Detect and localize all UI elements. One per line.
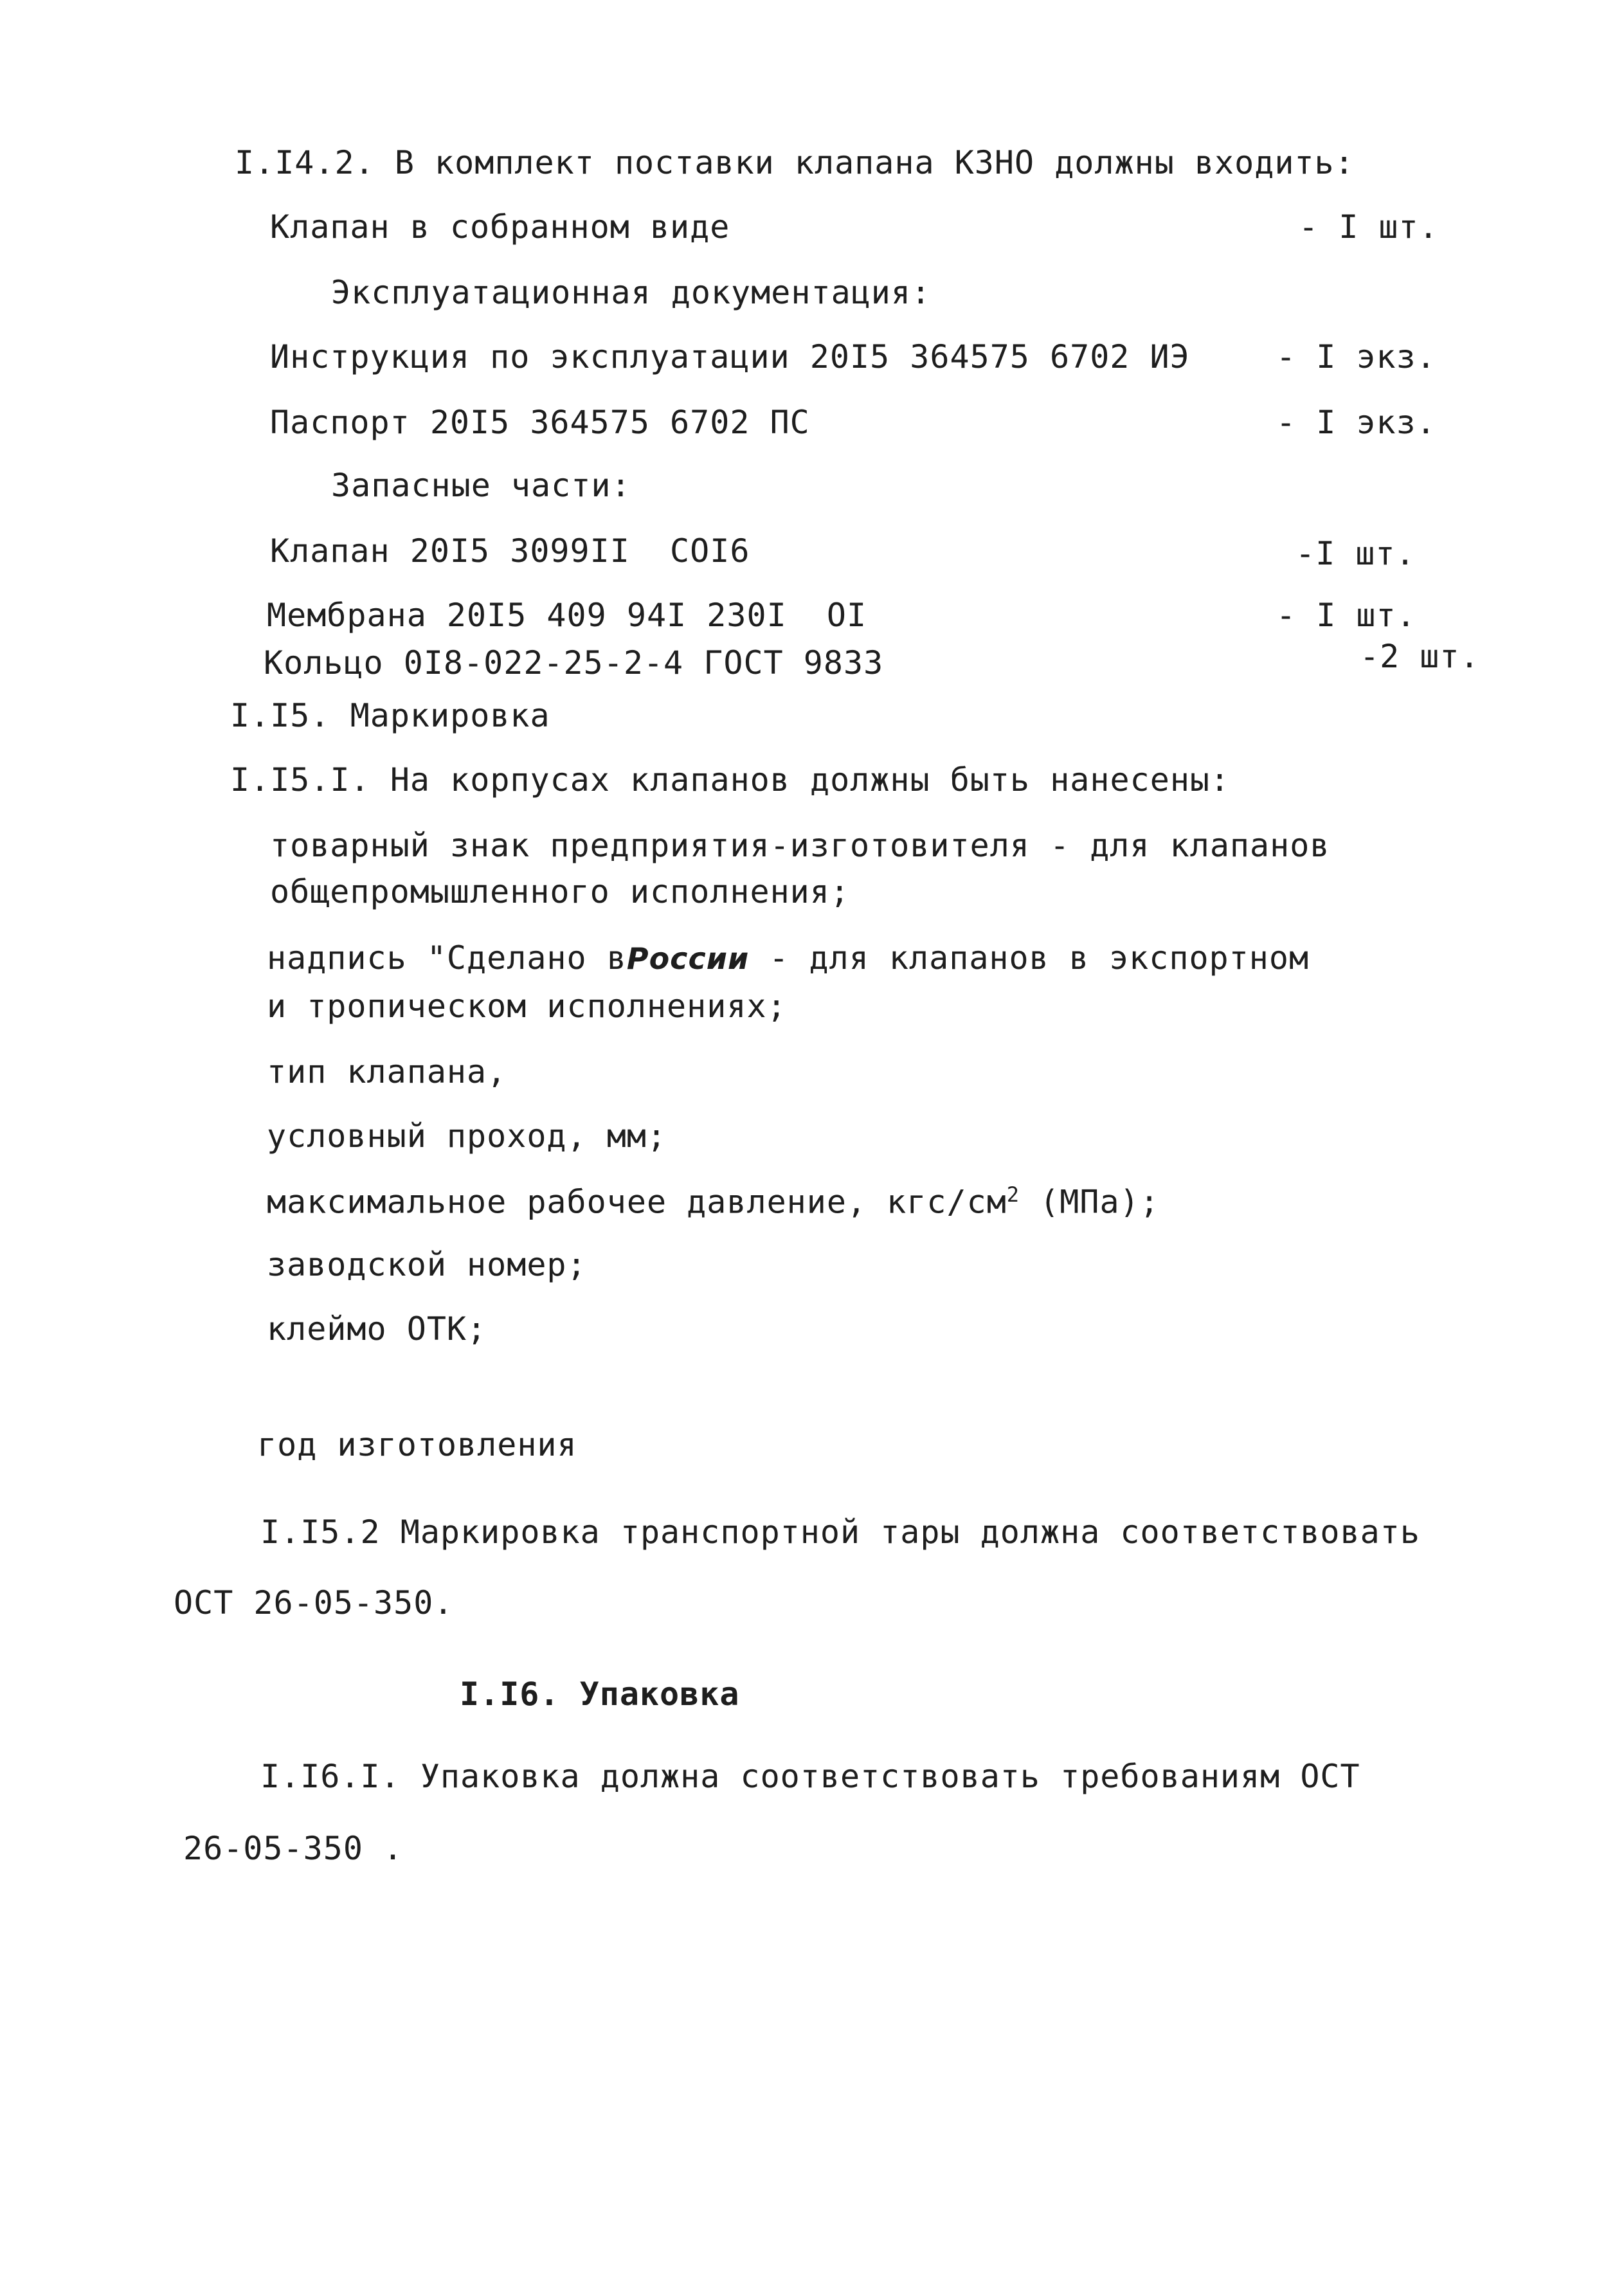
section-1-15-2-line1: I.I5.2 Маркировка транспортной тары должна соответствовать <box>260 1513 1420 1551</box>
item-manual-qty: - I экз. <box>1276 338 1436 375</box>
item-valve-spare-qty: -I шт. <box>1295 535 1416 572</box>
section-1-16-1-line1: I.I6.I. Упаковка должна соответствовать требованиям ОСТ <box>260 1758 1360 1795</box>
max-pressure-superscript: 2 <box>1006 1182 1020 1207</box>
item-valve-spare: Клапан 20I5 3099II COI6 <box>270 532 750 570</box>
marking-max-pressure <box>267 1182 1160 1221</box>
item-manual: Инструкция по эксплуатации 20I5 364575 6702 ИЭ <box>270 338 1190 375</box>
section-1-15-2-line2: ОСТ 26-05-350. <box>174 1584 454 1621</box>
item-ring-qty: -2 шт. <box>1360 638 1480 675</box>
marking-nominal-bore: условный проход, мм; <box>267 1117 667 1155</box>
item-membrane-qty: - I шт. <box>1276 597 1416 634</box>
section-1-14-2-heading: I.I4.2. В комплект поставки клапана КЗНО должны входить: <box>235 144 1355 181</box>
made-in-handwritten: России <box>626 941 750 976</box>
marking-trademark-cont: общепромышленного исполнения; <box>270 873 850 910</box>
docs-heading: Эксплуатационная документация: <box>331 274 932 311</box>
marking-made-in <box>267 939 1310 977</box>
item-valve-assembled: Клапан в собранном виде <box>270 208 730 246</box>
spares-heading: Запасные части: <box>331 467 631 504</box>
item-valve-assembled-qty: - I шт. <box>1299 208 1439 246</box>
marking-trademark: товарный знак предприятия-изготовителя - для клапанов <box>270 827 1330 864</box>
section-1-15-1-heading: I.I5.I. На корпусах клапанов должны быть нанесены: <box>230 761 1231 799</box>
max-pressure-unit: (МПа); <box>1020 1183 1160 1221</box>
item-membrane: Мембрана 20I5 409 94I 230I OI <box>267 597 867 634</box>
section-1-15-heading: I.I5. Маркировка <box>230 697 550 734</box>
marking-qc-stamp: клеймо ОТК; <box>267 1310 487 1348</box>
marking-valve-type: тип клапана, <box>267 1053 507 1090</box>
marking-serial-number: заводской номер; <box>267 1246 587 1283</box>
max-pressure-text: максимальное рабочее давление, кгс/см <box>267 1183 1007 1221</box>
item-passport-qty: - I экз. <box>1276 404 1436 441</box>
marking-year: год изготовления <box>257 1426 577 1463</box>
made-in-suffix: - для клапанов в экспортном <box>749 939 1310 977</box>
item-ring: Кольцо 0I8-022-25-2-4 ГОСТ 9833 <box>264 644 884 682</box>
made-in-prefix: надпись "Сделано в <box>267 939 627 977</box>
marking-made-in-cont: и тропическом исполнениях; <box>267 988 787 1025</box>
section-1-16-heading: I.I6. Упаковка <box>460 1675 740 1713</box>
item-passport: Паспорт 20I5 364575 6702 ПС <box>270 404 810 441</box>
section-1-16-1-line2: 26-05-350 . <box>183 1830 404 1867</box>
